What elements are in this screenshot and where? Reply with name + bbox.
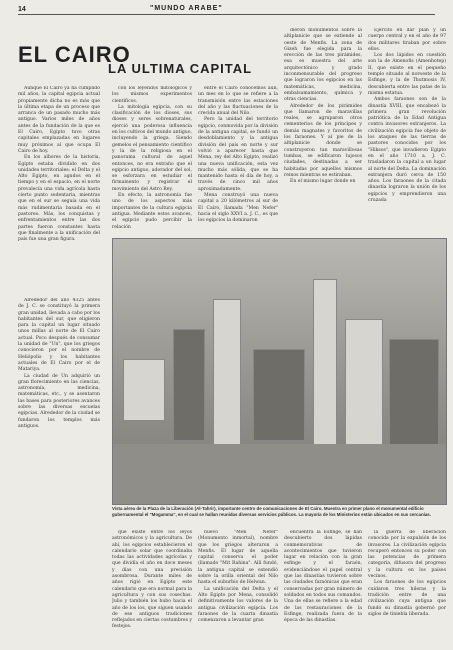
column-4 <box>284 28 362 234</box>
header-rule <box>18 14 435 15</box>
paragraph: La unificación del Delta y el Alto Egipto por Mena, consolidó definitivamente los valores de la antigua civilización egipcia. Los faraones de la cuarta dinastía comenzaron a levantar gran <box>198 586 278 624</box>
paragraph: encuentra la Esfinge, se han descubierto dos lápidas conmemorativas de acontecimientos que tuvieron lugar en relación con la gran esfinge y el faraón, evidenciándose el papel central que las dinastías tuvieron sobre las ciudades faraónicas que eran conservadas por gran número de soldados en todos sus comandos. Una de ellas se refiere a la edad de las restauraciones de la Esfinge, realizada fuera de la época de las dinastías. <box>284 530 362 624</box>
column-2 <box>112 86 192 234</box>
building-shape <box>313 279 337 451</box>
column-5 <box>368 28 446 234</box>
building-shape <box>253 349 305 441</box>
paragraph: La ciudad de Un adquirió un gran florecimiento en las ciencias, astronomía, medicina, matemáticas, etc., y se asentaron las bases para posteriores avances sobre las diversas escuelas egipcias. Alrededor de la ciudad se fundaron los templos más antiguos. <box>18 373 100 429</box>
paragraph: Alrededor del año 4325 antes de J. C. se constituyó la primera gran unidad, llevada a cabo por los habitantes del sur, que eligieron para la capital un lugar situado unos millas al norte de El Cairo actual. Poco después de consumar la unidad de "Un", que los griegos conocieron por el nombre de Heliópolis y los habitantes actuales de El Cairo por el de Matariya. <box>18 298 100 373</box>
paragraph: nuevo "Men Nefer" (Monumento inmortal), nombre que los griegos alteraron a Menfis. El lugar de aquella capital conserva el poder (llamado "Mit Rahina". Allí fundó, la antigua capital se extendió sobre la orilla oriental del Nilo hasta el suburbio de Helwan. <box>198 530 278 586</box>
paragraph: Ambos faraones son de la dinastía XVIII, que encabezó la primera gran revolución patriótica de la Edad Antigua contra invasores extranjeros. La civilización egipcia fue objeto de los ataques de las tierras de pastores conocidos por los "Hiksos", que invadieron Egipto en el año 1710 a. J. C. trasladaron la capital a un lugar al norte del Delta. La dominación extranjera duró cerca de 150 años. Los faraones de la citada dinastía lograron la unión de los egipcios y emprendieron una cruzada <box>368 97 446 204</box>
paragraph: la guerra de liberación conocida por la expulsión de los invasores. La civilización egipcia recuperó entonces su poder con las potencias de primera categoría, difusora del progreso y la cultura en los países vecinos. <box>368 530 446 580</box>
paragraph: entre el Cairo conocemos aún, un mes en lo que se refiere a la transmisión entre las estaciones del año y las fluctuaciones de la crecida anual del Nilo. <box>198 86 278 117</box>
paragraph: Los dos lápidos en cuestión son la de Amenofis (Amenhotep) II, que existe en el pequeño templo situado al noroeste de la Esfinge, y la de Thutmosis IV, descubierta entre las patas de la misma estatua. <box>368 53 446 96</box>
paragraph: dieron monumentos sobre la altiplanicie que se extiende al oeste de Menfis. La zona de Gizeh fue elegida para la erección de las tres pirámides, esa es muestra del arte arquitectónico y grado inconmensurable del progreso que lograron los egipcios en las matemáticas, medicina, embalsamamiento, química y otras ciencias. <box>284 28 362 103</box>
bottom-column-2 <box>112 530 192 642</box>
paragraph: En efecto, la astronomía fue uno de los aspectos más importantes de la cultura egipcia antigua. Mediante estos avances, el egipcio pudo percibir la relación <box>112 193 192 230</box>
column-3 <box>198 86 278 234</box>
building-shape <box>213 299 241 451</box>
bottom-column-4 <box>284 530 362 642</box>
paragraph: con los leyendos mitológicos y los mismos experimentos científicos. <box>112 86 192 104</box>
paragraph: Aunque El Cairo ya ha cumplido mil años, la capital egipcia actual propiamente dicha no es más que la última etapa de un proceso que arranca de un pasado mucho más antiguo. Varios miles de años antes de la fundación de la que es El Cairo, Egipto tuvo otras capitales emplazadas en lugares muy próximos al que ocupa El Cairo de hoy. <box>18 86 100 154</box>
cairo-aerial-photo <box>112 238 447 505</box>
bottom-column-5 <box>368 530 446 642</box>
plaza-ground <box>113 444 446 504</box>
paragraph: Mena construyó una nueva capital a 20 kilómetros al sur de El Cairo, llamada "Men Nefer" hacia el siglo XXVI a. J. C., es que los egipcios la dominaron <box>198 193 278 224</box>
building-shape <box>389 339 439 451</box>
paragraph: Alrededor de los pirámides que llamaron de maravillas reales, se agruparon otros cementerios de los príncipes y demás magnates y favoritos de los faraones. Y al pie de la altiplanicie donde se construyeron tan maravillosas tumbas, se edificaron lujosos ciudades, destinadas a ser habitadas por aquellos mismos reinos mientras se estiraban. <box>284 103 362 178</box>
paragraph: Los faraones de los egipcios cuidaron tres hileras y la tradición entre de una civilización cuya antigua que fundó su dinastía gobernó por siglos de tiniebla liberada. <box>368 580 446 617</box>
magazine-header: "MUNDO ARABE" <box>150 5 223 12</box>
paragraph: En el mismo lugar donde en <box>290 179 356 185</box>
paragraph: Pero la unidad del territorio egipcio, conmovida por la división de la antigua capital, se fundó un desdoblamiento y la antigua división del país en norte y sur volvió a aparecer hasta que Mena, rey del Alto Egipto, realizó una nueva unificación, esta vez mucho más sólida, que se ha mantenido hasta el día de hoy, a través de cinco mil años aproximadamente. <box>198 117 278 192</box>
paragraph: que existe entre los leyos astronómicos y la agricultura. De ahí, los egipcios establecieron el calendario solar que coordinaba todas las actividades agrícolas y que dividía el año en doce meses y días con una precisión asombrosa. Durante miles de años rigió en Egipto este calendario que era normal para la agricultura y con sus cosechas. Julio y también los hubo hacia el año de los los, que siguen usando de ese antiguos tradiciones reflejados en ciertas costumbres y festejos. <box>112 530 192 630</box>
article-title: EL CAIRO <box>18 42 131 67</box>
photo-caption: Vista aérea de la Plaza de la Liberación (Al-Tahrir), importante centro de comunicaciones de El Cairo. Muestra en primer plano el monumental edificio gubernamental el "Mogamma", en el cual se hallan reunidas diversas servicios públicos. La mayoría de los Ministerios están ubicados en sus cercanías. <box>112 506 431 517</box>
bottom-column-3 <box>198 530 278 642</box>
column-1-bottom <box>18 298 100 598</box>
column-1-top <box>18 86 100 296</box>
building-shape <box>173 329 205 441</box>
paragraph: En los albores de la historia, Egipto estaba dividido en dos unidades territoriales: el Delta y el Alto Egipto, en agudos en el tiempo y en el espacio, en el norte prevalecía una vida agrícola hasta cierto punto sedentaria, mientras que en el sur se seguía una vida más rudimentaria basada en el pastoreo. Más, los conquistas y enfrentamientos entre las dos partes fueron constantes hasta que finalmente a la unificación del país fue una gran figura. <box>18 155 100 243</box>
paragraph: Ejército en dar plan y un cuerpo central y en el año de 97 dos militares tiraban por sobre ellos. <box>368 28 446 52</box>
page-number: 14 <box>18 6 26 13</box>
article-subtitle: LA ULTIMA CAPITAL <box>108 61 253 76</box>
paragraph: La mitología egipcia, con su clasificación de los dioses, sus dioses y seres sobrenaturales, ejerció una poderosa influencia en los cultivos del mundo antiguo, incluyendo la griega. Siendo gemelos el pensamiento científico y la de la religiosa en el panorama cultural de aquel entonces, no era extraño que el egipcio antiguo, adorador del sol, se esforzara en estudiar el firmamento y registrar el movimiento del Astro Rey. <box>112 104 192 192</box>
building-shape <box>345 319 383 451</box>
building-shape <box>123 359 165 421</box>
